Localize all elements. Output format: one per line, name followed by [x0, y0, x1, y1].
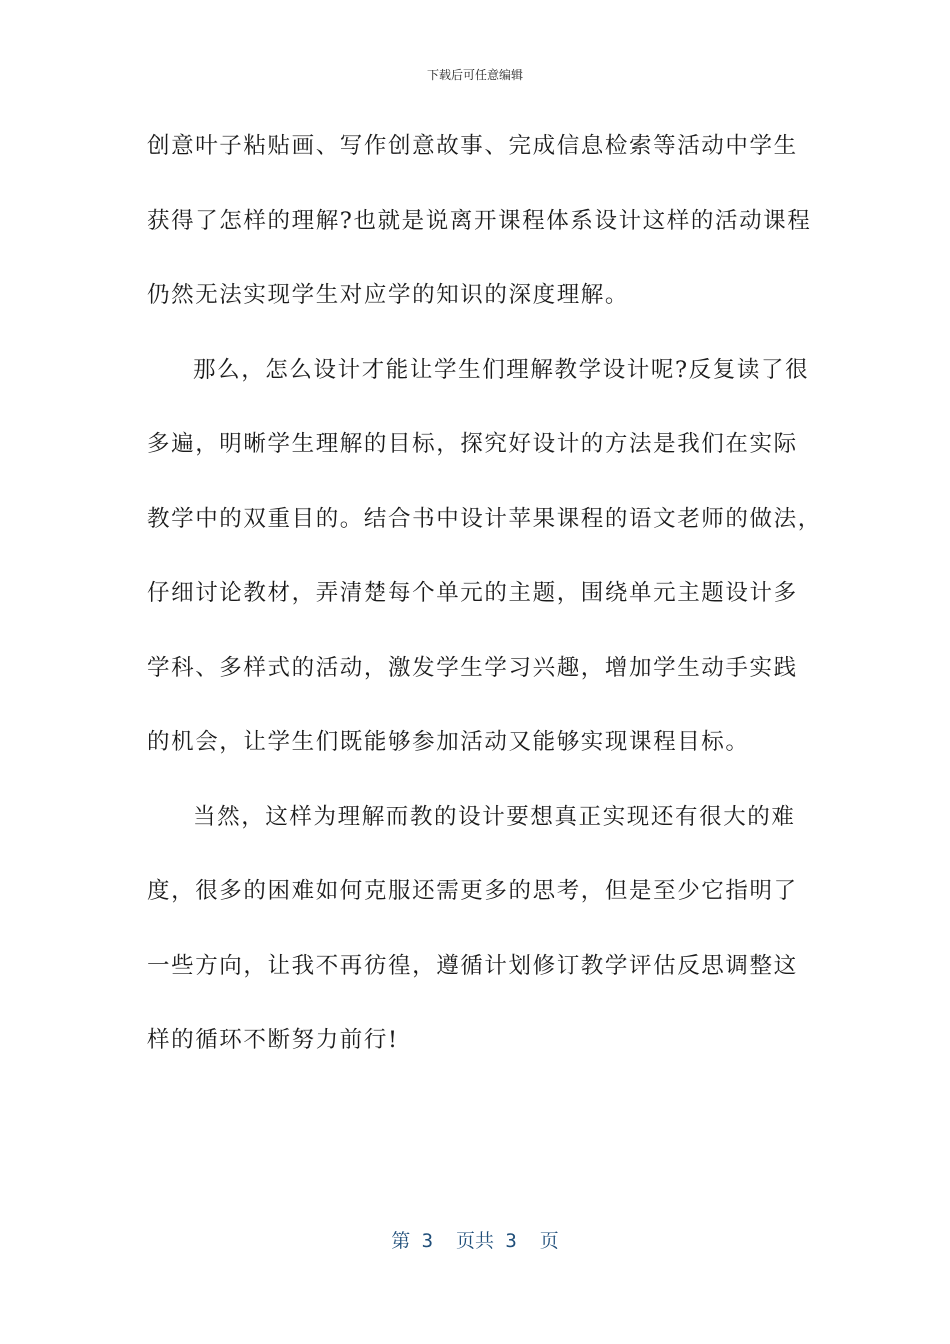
- body-line: 的机会，让学生们既能够参加活动又能够实现课程目标。: [147, 729, 750, 755]
- body-line: 样的循环不断努力前行!: [147, 1027, 399, 1053]
- body-line: 仍然无法实现学生对应学的知识的深度理解。: [147, 282, 630, 308]
- body-line: 度，很多的困难如何克服还需更多的思考，但是至少它指明了: [147, 878, 798, 904]
- body-line: 学科、多样式的活动，激发学生学习兴趣，增加学生动手实践: [147, 654, 798, 681]
- body-line: 一些方向，让我不再彷徨，遵循计划修订教学评估反思调整这: [147, 952, 798, 979]
- body-line: 创意叶子粘贴画、写作创意故事、完成信息检索等活动中学生: [147, 133, 798, 159]
- document-body: [147, 122, 822, 1091]
- paragraph-start-line: 那么，怎么设计才能让学生们理解教学设计呢?反复读了很: [193, 356, 810, 383]
- paragraph-start-line: 当然，这样为理解而教的设计要想真正实现还有很大的难: [193, 803, 796, 830]
- body-line: 仔细讨论教材，弄清楚每个单元的主题，围绕单元主题设计多: [147, 580, 798, 606]
- body-line: 教学中的双重目的。结合书中设计苹果课程的语文老师的做法，: [147, 505, 822, 532]
- header-note: 下载后可任意编辑: [426, 68, 523, 82]
- page-number-footer: 第 3 页共 3 页: [391, 1230, 559, 1252]
- body-line: 多遍，明晰学生理解的目标，探究好设计的方法是我们在实际: [147, 431, 798, 457]
- body-line: 获得了怎样的理解?也就是说离开课程体系设计这样的活动课程: [147, 207, 812, 234]
